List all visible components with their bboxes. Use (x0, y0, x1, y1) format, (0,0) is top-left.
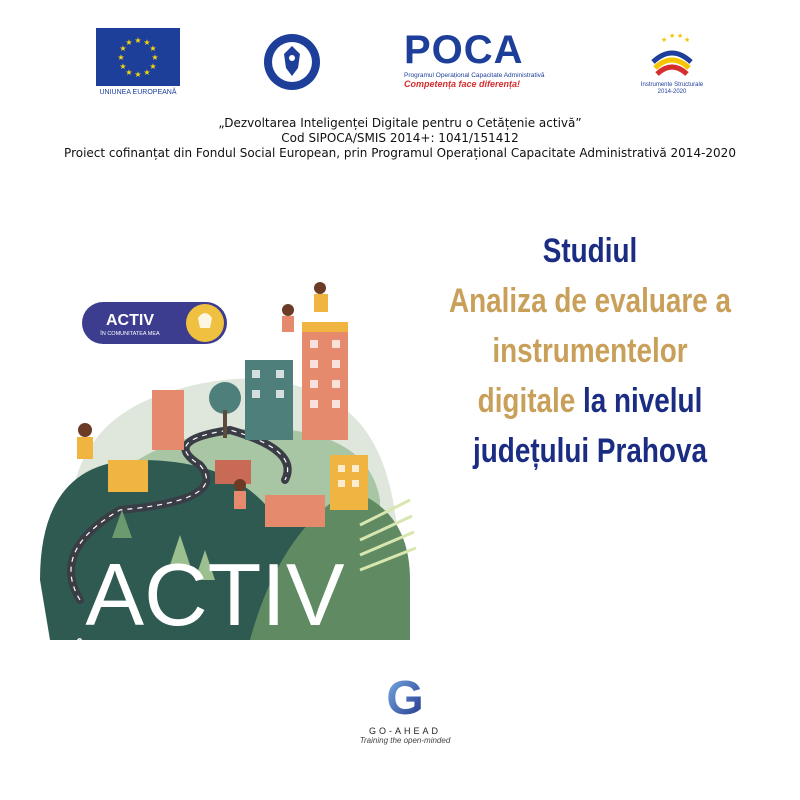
tower-building (302, 330, 348, 440)
study-title (434, 226, 746, 476)
go-ahead-name: GO-AHEAD (368, 726, 441, 736)
romanian-government-logo (262, 32, 322, 92)
activ-illustration (30, 280, 420, 665)
project-info (0, 116, 800, 161)
structural-instruments-caption: Instrumente Structurale 2014-2020 (640, 82, 704, 95)
activ-badge (82, 302, 227, 344)
svg-text:★: ★ (143, 38, 151, 47)
svg-text:★: ★ (119, 62, 127, 71)
study-line-1: Studiul (542, 232, 638, 270)
svg-text:★: ★ (117, 53, 125, 62)
house-center (265, 495, 325, 527)
eu-logo (96, 28, 180, 98)
svg-text:★: ★ (151, 53, 159, 62)
poca-tagline: Competența face diferența! (404, 79, 521, 89)
svg-text:★: ★ (134, 36, 142, 45)
study-line-4: digitale la nivelul (477, 382, 703, 420)
government-seal-icon (262, 32, 322, 92)
svg-text:★: ★ (125, 38, 133, 47)
go-ahead-g-icon (382, 672, 428, 720)
house-mid (215, 460, 251, 484)
study-line-3: instrumentelor (492, 332, 688, 370)
project-code: Cod SIPOCA/SMIS 2014+: 1041/151412 (281, 131, 519, 145)
project-funding: Proiect cofinanțat din Fondul Social European, prin Programul Operațional Capacitate Administrativă 2014-2020 (64, 146, 736, 160)
study-line-2: Analiza de evaluare a (448, 282, 732, 320)
structural-instruments-icon (647, 30, 697, 76)
svg-text:★: ★ (134, 70, 142, 79)
project-title: „Dezvoltarea Inteligenței Digitale pentru o Cetățenie activă” (218, 116, 582, 130)
svg-text:★: ★ (125, 68, 133, 77)
svg-text:★: ★ (149, 62, 157, 71)
badge-title: ACTIV (106, 312, 154, 329)
poca-logo (404, 30, 564, 100)
left-building (152, 390, 184, 450)
go-ahead-logo (350, 672, 460, 762)
small-building (330, 455, 368, 510)
svg-text:★: ★ (143, 68, 151, 77)
svg-text:G: G (386, 672, 424, 720)
svg-text:★: ★ (149, 44, 157, 53)
eu-flag-icon (96, 28, 180, 86)
svg-text:★: ★ (677, 32, 684, 40)
svg-text:★: ★ (119, 44, 127, 53)
house-left (108, 460, 148, 492)
poca-subtitle: Programul Operațional Capacitate Administrativă (404, 72, 545, 79)
partner-logos (0, 0, 800, 110)
svg-text:★: ★ (661, 36, 668, 44)
big-subtitle: ÎN COMUNITATEA MEA (76, 639, 304, 662)
svg-text:★: ★ (669, 32, 676, 40)
structural-instruments-logo (632, 30, 712, 100)
eu-caption: UNIUNEA EUROPEANĂ (99, 89, 177, 96)
poca-wordmark: POCA (404, 28, 524, 72)
study-line-5: județului Prahova (473, 432, 707, 470)
go-ahead-tagline: Training the open-minded (359, 736, 451, 745)
badge-subtitle: ÎN COMUNITATEA MEA (100, 331, 160, 337)
big-title: ACTIV (85, 545, 345, 644)
svg-text:★: ★ (684, 36, 691, 44)
